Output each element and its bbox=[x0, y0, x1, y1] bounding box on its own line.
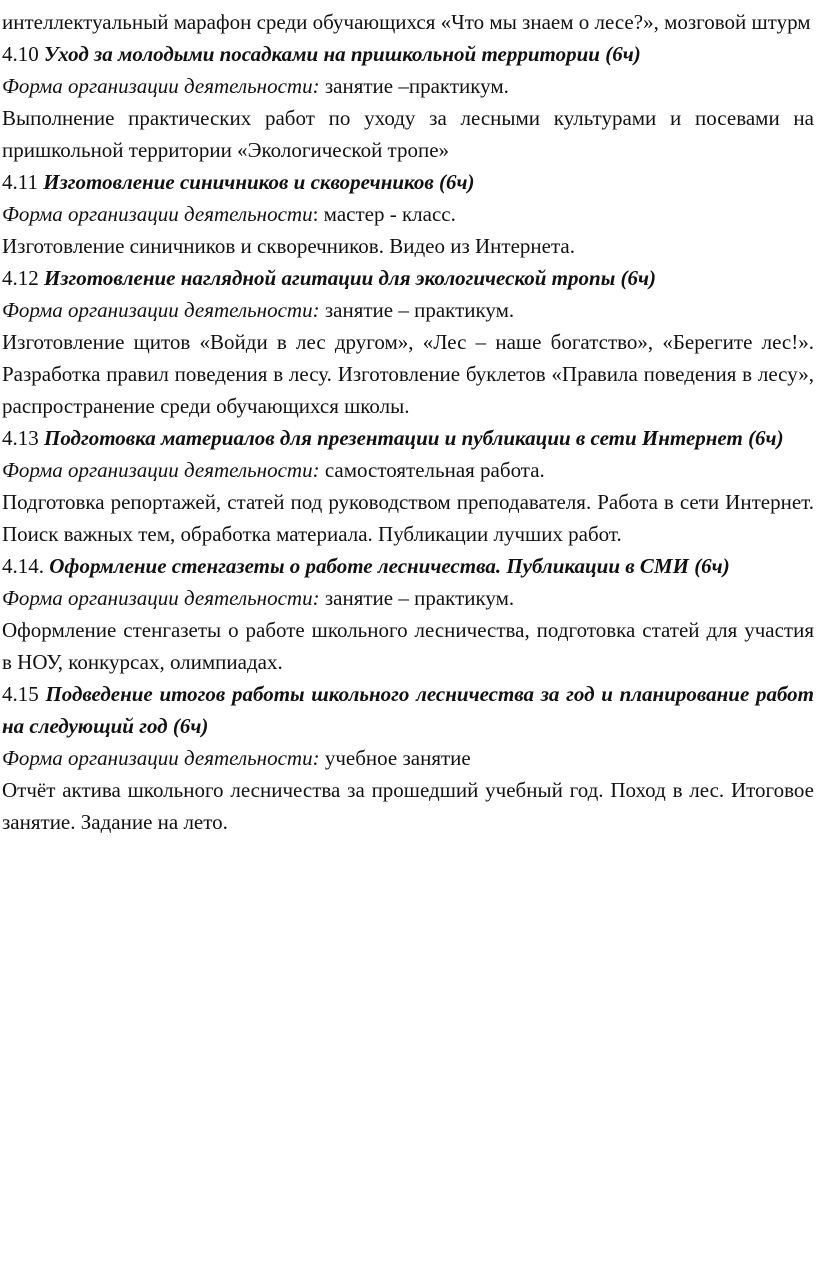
section-description: Отчёт актива школьного лесничества за прошедший учебный год. Поход в лес. Итоговое занятие. Задание на лето. bbox=[2, 778, 814, 834]
section-form bbox=[2, 742, 814, 774]
section-title: Изготовление синичников и скворечников (6ч) bbox=[43, 170, 475, 194]
section-4-15 bbox=[2, 678, 814, 838]
form-value: : мастер - класс. bbox=[312, 202, 456, 226]
section-description: Подготовка репортажей, статей под руководством преподавателя. Работа в сети Интернет. Поиск важных тем, обработка материала. Публикации лучших работ. bbox=[2, 490, 814, 546]
form-value: занятие – практикум. bbox=[324, 298, 515, 322]
section-number: 4.11 bbox=[2, 170, 38, 194]
section-description: Выполнение практических работ по уходу за лесными культурами и посевами на пришкольной территории «Экологической тропе» bbox=[2, 106, 814, 162]
form-value: самостоятельная работа. bbox=[324, 458, 545, 482]
section-4-13 bbox=[2, 422, 814, 550]
section-heading bbox=[2, 38, 814, 70]
section-form bbox=[2, 294, 814, 326]
section-heading bbox=[2, 166, 814, 198]
form-label: Форма организации деятельности: bbox=[2, 298, 320, 322]
section-title: Оформление стенгазеты о работе лесничества. Публикации в СМИ (6ч) bbox=[49, 554, 730, 578]
section-title: Уход за молодыми посадками на пришкольной территории (6ч) bbox=[44, 42, 641, 66]
section-title: Подведение итогов работы школьного лесничества за год и планирование работ на следующий год (6ч) bbox=[2, 682, 815, 738]
section-heading bbox=[2, 550, 814, 582]
section-description: Изготовление щитов «Войди в лес другом», «Лес – наше богатство», «Берегите лес!». Разработка правил поведения в лесу. Изготовление буклетов «Правила поведения в лесу», распространение среди обучающихся школы. bbox=[2, 330, 814, 418]
section-heading bbox=[2, 678, 814, 742]
form-label: Форма организации деятельности: bbox=[2, 74, 320, 98]
section-4-12 bbox=[2, 262, 814, 422]
form-label: Форма организации деятельности: bbox=[2, 746, 320, 770]
section-heading bbox=[2, 422, 814, 454]
section-number: 4.13 bbox=[2, 426, 39, 450]
section-4-14 bbox=[2, 550, 814, 678]
section-number: 4.14. bbox=[2, 554, 44, 578]
section-form bbox=[2, 582, 814, 614]
section-description: Оформление стенгазеты о работе школьного лесничества, подготовка статей для участия в НОУ, конкурсах, олимпиадах. bbox=[2, 618, 814, 674]
section-number: 4.12 bbox=[2, 266, 39, 290]
section-number: 4.10 bbox=[2, 42, 39, 66]
section-4-10 bbox=[2, 38, 814, 166]
section-form bbox=[2, 70, 814, 102]
section-title: Изготовление наглядной агитации для экологической тропы (6ч) bbox=[44, 266, 657, 290]
form-value: занятие –практикум. bbox=[324, 74, 509, 98]
form-label: Форма организации деятельности bbox=[2, 202, 313, 226]
section-form bbox=[2, 454, 814, 486]
section-form bbox=[2, 198, 814, 230]
section-heading bbox=[2, 262, 814, 294]
form-label: Форма организации деятельности: bbox=[2, 458, 320, 482]
form-value: учебное занятие bbox=[324, 746, 471, 770]
form-value: занятие – практикум. bbox=[324, 586, 515, 610]
section-description: Изготовление синичников и скворечников. Видео из Интернета. bbox=[2, 234, 575, 258]
intro-paragraph: интеллектуальный марафон среди обучающихся «Что мы знаем о лесе?», мозговой штурм bbox=[2, 10, 811, 34]
section-number: 4.15 bbox=[2, 682, 39, 706]
section-title: Подготовка материалов для презентации и публикации в сети Интернет (6ч) bbox=[44, 426, 784, 450]
form-label: Форма организации деятельности: bbox=[2, 586, 320, 610]
section-4-11 bbox=[2, 166, 814, 262]
